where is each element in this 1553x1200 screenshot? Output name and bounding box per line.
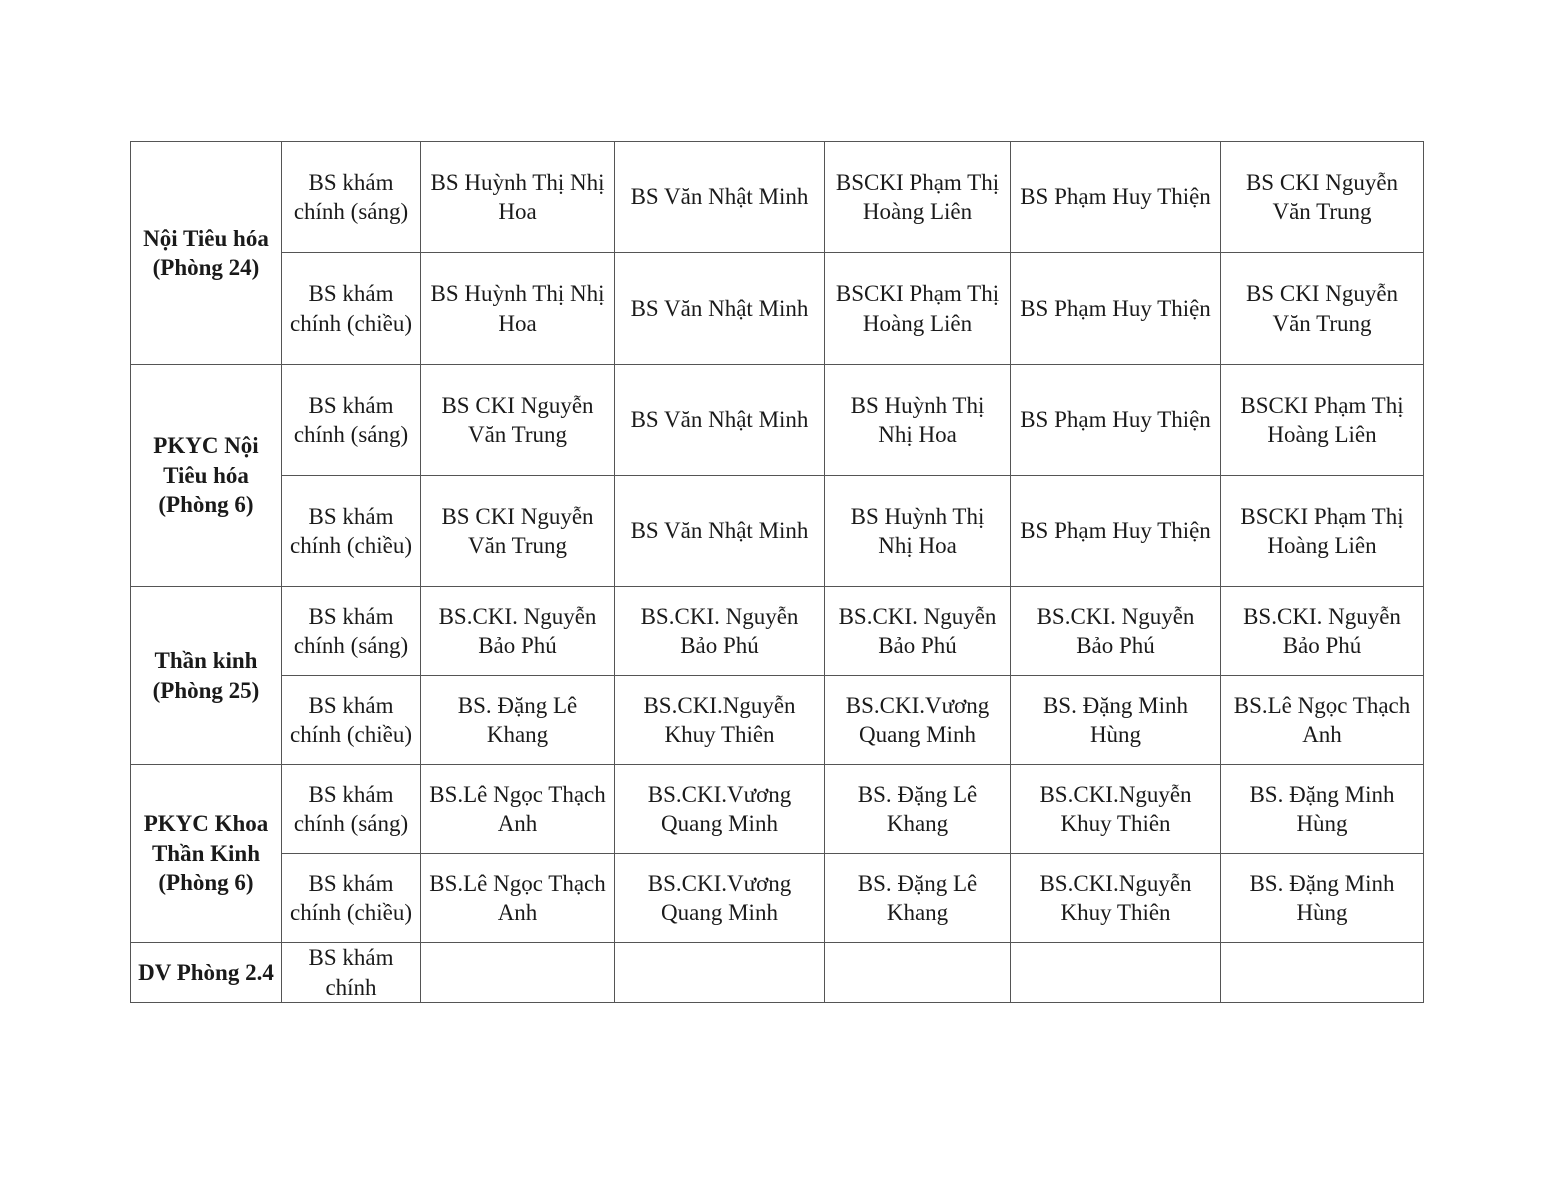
doctor-cell: BS CKI Nguyễn Văn Trung <box>1221 142 1424 253</box>
doctor-cell: BS.CKI.Nguyễn Khuy Thiên <box>1011 854 1221 943</box>
doctor-cell: BSCKI Phạm Thị Hoàng Liên <box>825 253 1011 365</box>
doctor-cell: BS.CKI.Nguyễn Khuy Thiên <box>1011 765 1221 854</box>
doctor-cell: BS.CKI. Nguyễn Bảo Phú <box>1221 587 1424 676</box>
doctor-cell: BS Văn Nhật Minh <box>615 365 825 476</box>
doctor-cell: BS.Lê Ngọc Thạch Anh <box>421 765 615 854</box>
doctor-cell: BS.CKI. Nguyễn Bảo Phú <box>825 587 1011 676</box>
department-cell: PKYC Nội Tiêu hóa (Phòng 6) <box>131 365 282 587</box>
doctor-cell: BS. Đặng Minh Hùng <box>1011 676 1221 765</box>
doctor-cell <box>825 943 1011 1003</box>
doctor-cell: BS Văn Nhật Minh <box>615 253 825 365</box>
doctor-cell: BS Văn Nhật Minh <box>615 476 825 587</box>
doctor-cell: BS Văn Nhật Minh <box>615 142 825 253</box>
department-cell: Thần kinh (Phòng 25) <box>131 587 282 765</box>
doctor-cell: BSCKI Phạm Thị Hoàng Liên <box>825 142 1011 253</box>
table-row <box>131 943 1424 1003</box>
department-cell: Nội Tiêu hóa (Phòng 24) <box>131 142 282 365</box>
doctor-cell: BS.CKI.Vương Quang Minh <box>825 676 1011 765</box>
shift-cell: BS khám chính (sáng) <box>282 365 421 476</box>
doctor-cell: BS.CKI. Nguyễn Bảo Phú <box>615 587 825 676</box>
doctor-cell: BS.CKI.Vương Quang Minh <box>615 854 825 943</box>
doctor-cell: BS. Đặng Minh Hùng <box>1221 765 1424 854</box>
table-row <box>131 253 1424 365</box>
doctor-cell: BSCKI Phạm Thị Hoàng Liên <box>1221 476 1424 587</box>
doctor-cell <box>1221 943 1424 1003</box>
doctor-cell <box>615 943 825 1003</box>
doctor-schedule-table <box>130 141 1424 1003</box>
department-cell: PKYC Khoa Thần Kinh (Phòng 6) <box>131 765 282 943</box>
schedule-sheet <box>130 141 1423 1003</box>
doctor-cell: BS CKI Nguyễn Văn Trung <box>421 365 615 476</box>
doctor-cell: BS Phạm Huy Thiện <box>1011 253 1221 365</box>
table-row <box>131 854 1424 943</box>
doctor-cell: BS.CKI. Nguyễn Bảo Phú <box>421 587 615 676</box>
shift-cell: BS khám chính (sáng) <box>282 142 421 253</box>
doctor-cell: BS.Lê Ngọc Thạch Anh <box>1221 676 1424 765</box>
table-row <box>131 476 1424 587</box>
doctor-cell: BS.Lê Ngọc Thạch Anh <box>421 854 615 943</box>
shift-cell: BS khám chính (sáng) <box>282 587 421 676</box>
doctor-cell: BS.CKI.Vương Quang Minh <box>615 765 825 854</box>
doctor-cell: BS.CKI. Nguyễn Bảo Phú <box>1011 587 1221 676</box>
shift-cell: BS khám chính (chiều) <box>282 854 421 943</box>
doctor-cell: BS. Đặng Lê Khang <box>825 854 1011 943</box>
table-row <box>131 142 1424 253</box>
doctor-cell: BS Phạm Huy Thiện <box>1011 142 1221 253</box>
doctor-cell: BS Huỳnh Thị Nhị Hoa <box>825 365 1011 476</box>
shift-cell: BS khám chính (chiều) <box>282 476 421 587</box>
doctor-cell: BS Huỳnh Thị Nhị Hoa <box>421 142 615 253</box>
doctor-cell <box>1011 943 1221 1003</box>
shift-cell: BS khám chính (sáng) <box>282 765 421 854</box>
doctor-cell: BS. Đặng Minh Hùng <box>1221 854 1424 943</box>
shift-cell: BS khám chính <box>282 943 421 1003</box>
doctor-cell <box>421 943 615 1003</box>
doctor-cell: BSCKI Phạm Thị Hoàng Liên <box>1221 365 1424 476</box>
table-row <box>131 765 1424 854</box>
shift-cell: BS khám chính (chiều) <box>282 676 421 765</box>
doctor-cell: BS CKI Nguyễn Văn Trung <box>421 476 615 587</box>
doctor-cell: BS Phạm Huy Thiện <box>1011 365 1221 476</box>
doctor-cell: BS.CKI.Nguyễn Khuy Thiên <box>615 676 825 765</box>
department-cell: DV Phòng 2.4 <box>131 943 282 1003</box>
doctor-cell: BS Huỳnh Thị Nhị Hoa <box>421 253 615 365</box>
doctor-cell: BS. Đặng Lê Khang <box>421 676 615 765</box>
doctor-cell: BS Huỳnh Thị Nhị Hoa <box>825 476 1011 587</box>
doctor-cell: BS Phạm Huy Thiện <box>1011 476 1221 587</box>
table-row <box>131 676 1424 765</box>
doctor-cell: BS. Đặng Lê Khang <box>825 765 1011 854</box>
doctor-cell: BS CKI Nguyễn Văn Trung <box>1221 253 1424 365</box>
table-row <box>131 587 1424 676</box>
table-row <box>131 365 1424 476</box>
shift-cell: BS khám chính (chiều) <box>282 253 421 365</box>
